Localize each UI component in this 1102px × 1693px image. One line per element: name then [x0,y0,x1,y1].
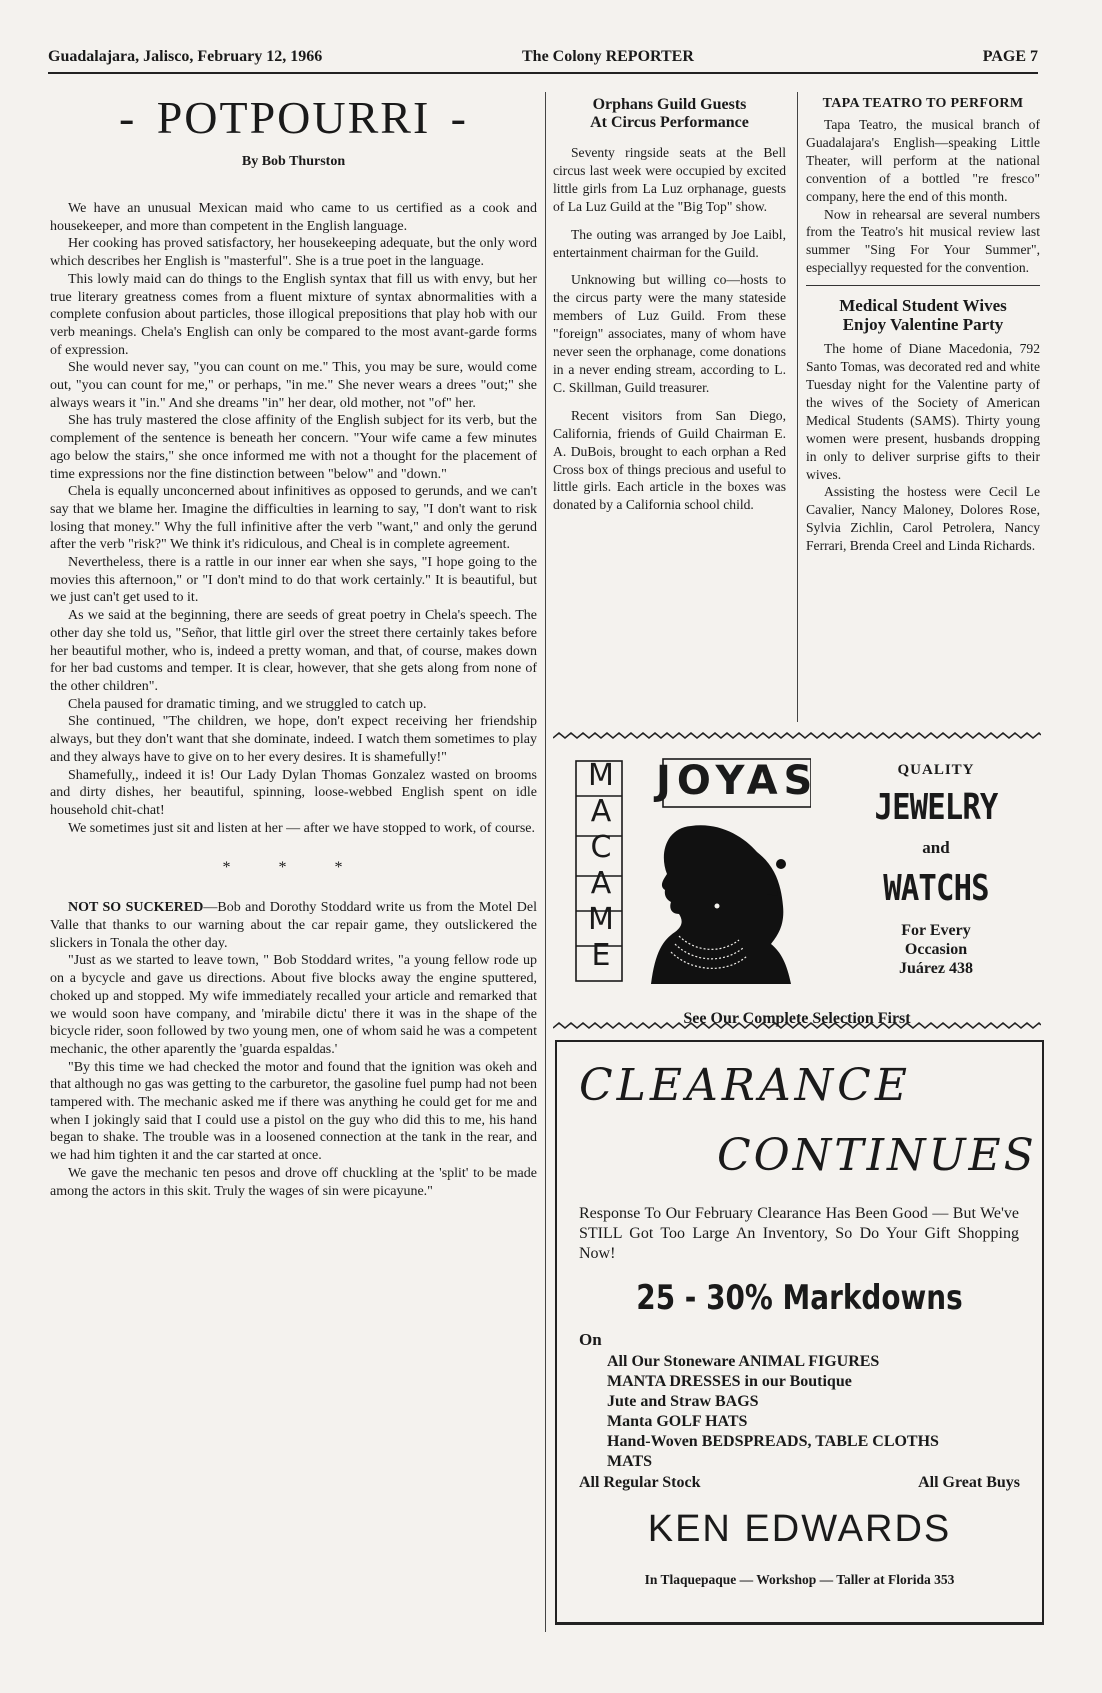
column-rule [797,92,798,722]
article-paragraph: The home of Diane Macedonia, 792 Santo Tomas, was decorated red and white Tuesday night for the Valentine party of the wives of the Society of American Medical Students (SAMS). Thirty young women were present, husbands dropping in only to deliver surprise gifts to their wives. [806,341,1040,482]
response-text: Response To Our February Clearance Has Been Good — But We've STILL Got Too Large An Inventory, So Do Your Gift Shopping Now! [579,1205,1019,1262]
regular-stock-label: All Regular Stock [579,1474,701,1491]
potpourri-column [50,90,537,1680]
potpourri-byline: By Bob Thurston [241,154,346,169]
jewelry-label: JEWELRY [874,787,998,828]
quality-label: QUALITY [897,762,975,778]
list-item: Hand-Woven BEDSPREADS, TABLE CLOTHS [607,1433,939,1450]
article-paragraph: Nevertheless, there is a rattle in our inner ear when she says, "I hope going to the movies this afternoon," or "I don't mind to do that work certainly." It is beautiful, but we just can't get used to it. [50,555,537,606]
masthead-paper-name: The Colony REPORTER [522,48,694,65]
divider [806,285,1040,286]
joyas-brand: JOYAS [656,758,819,804]
potpourri-title: - POTPOURRI - [119,92,468,143]
masthead [48,46,1038,74]
suckered-lead: NOT SO SUCKERED [68,900,204,916]
article-paragraph: The outing was arranged by Joe Laibl, entertainment chairman for the Guild. [553,226,786,260]
joyas-ad-text [861,762,1011,978]
article-paragraph: She continued, "The children, we hope, don't expect receiving her friendship always, but they don't want that she dominate, indeed. I watch them sometimes to play and they always have to give on to her every desires. It is shamefully!" [50,714,537,765]
ken-edwards-brand: KEN EDWARDS [647,1508,952,1550]
clearance-headline: CLEARANCE [579,1060,911,1111]
zigzag-border [553,732,1041,740]
article-paragraph: Chela is equally unconcerned about infinitives as opposed to gerunds, and we can't say that we blame her. Imagine the difficulties in learning to say, "I don't want to risk losing that money." Why the full infinitive after the verb "want," and only the gerund after the verb "risk?" We think it's ridiculous, and Cheal is in complete agreement. [50,484,537,553]
article-paragraph: Shamefully,, indeed it is! Our Lady Dylan Thomas Gonzalez wasted on brooms and dirty dishes, her beautiful, spinning, loose-webbed English spent on idle household chit-chat! [50,767,537,818]
continues-headline: CONTINUES [717,1130,1037,1181]
joyas-advertisement [553,732,1041,1030]
markdowns-banner: 25 - 30% Markdowns [636,1278,963,1318]
article-paragraph: This lowly maid can do things to the English syntax that fill us with envy, but her true literary greatness comes from a fluent mixture of syntax abnormalities with a complete confusion about particles, those illogical prepositions that play hob with our verb meanings. Chela's English can only be compared to the most avant-garde forms of expression. [50,271,537,358]
list-item: MANTA DRESSES in our Boutique [607,1373,852,1390]
on-label: On [579,1330,602,1349]
tapa-headline: TAPA TEATRO TO PERFORM [822,96,1024,111]
section-break-stars: * * * [222,859,365,877]
article-paragraph: Now in rehearsal are several numbers from the Teatro's hit musical review last summer "Sing For Your Summer", especiallyy requested for the convention. [806,206,1040,276]
article-paragraph: She would never say, "you can count on me." This, you may be sure, would come out, "you can count for me," or perhaps, "in me." She never wears a drees "out;" she always wears it "in." And she dreams "in" her dear, old mother, not "of" her. [50,360,537,411]
sale-items-list [607,1352,1027,1472]
article-paragraph: She has truly mastered the close affinity of the English subject for its verb, but the complement of the sentence is beneath her concern. "Your wife came a few minutes ago below the stairs," she once informed me with not a thought for the placement of time expressions nor the fine distinction between "below" and "down." [50,413,537,482]
medical-headline: Medical Student Wives Enjoy Valentine Party [839,296,1007,335]
suckered-text: —Bob and Dorothy Stoddard write us from the Motel Del Valle that thanks to our warning about the car repair game, they outslickered the slickers in Tonala the other day. [50,900,537,951]
macame-letters: M A C A M E [588,758,614,973]
masthead-date: Guadalajara, Jalisco, February 12, 1966 [48,48,323,65]
article-paragraph: As we said at the beginning, there are seeds of great poetry in Chela's speech. The other day she told us, "Señor, that little girl over the street there certainly takes before her beautiful mother, who is, indeed a pretty woman, and that, of course, makes down for her bad customs and temper. It is clear, however, that she gets along from none of the other children". [50,608,537,694]
great-buys-label: All Great Buys [918,1474,1020,1491]
store-location: In Tlaquepaque — Workshop — Taller at Florida 353 [644,1572,955,1587]
column-rule [545,92,546,1632]
orphans-headline: Orphans Guild Guests At Circus Performance [590,96,749,131]
article-paragraph: Assisting the hostess were Cecil Le Cavalier, Nancy Maloney, Dolores Rose, Sylvia Zichlin, Carol Petrolera, Nancy Ferrari, Brenda Creel and Linda Richards. [806,484,1040,554]
masthead-page-number: PAGE 7 [982,48,1038,65]
article-paragraph: Unknowing but willing co—hosts to the circus party were the many stateside members of Luz Guild. From these "foreign" associates, many of whom have never seen the orphanage, come donations in a never ending stream, according to L. C. Skillman, Guild treasurer. [553,272,786,395]
right-column [806,96,1040,721]
article-paragraph: We have an unusual Mexican maid who came to us certified as a cook and housekeeper, and more than competent in the English language. [50,201,537,234]
article-paragraph: Her cooking has proved satisfactory, her housekeeping adequate, but the only word which describes her English is "masterful". She is a true poet in the language. [50,236,537,270]
and-label: and [922,838,950,857]
list-item: All Our Stoneware ANIMAL FIGURES [607,1353,880,1370]
list-item: MATS [607,1453,653,1470]
occasion-text: For Every Occasion Juárez 438 [899,922,973,977]
article-paragraph: Seventy ringside seats at the Bell circus last week were occupied by excited little girls from La Luz orphanage, guests of La Luz Guild at the "Big Top" show. [553,145,786,214]
list-item: Manta GOLF HATS [607,1413,748,1430]
orphans-article [553,96,786,721]
joyas-ad-body [561,744,1033,1027]
article-paragraph: Recent visitors from San Diego, California, friends of Guild Chairman E. A. DuBois, brought to each orphan a Red Cross box of things precious and useful to little girls. Each article in the boxes was donated by a California school child. [553,407,786,513]
watchs-label: WATCHS [883,868,989,909]
article-paragraph: Chela paused for dramatic timing, and we struggled to catch up. [68,696,427,712]
list-item: Jute and Straw BAGS [607,1393,759,1410]
article-paragraph: "Just as we started to leave town, " Bob Stoddard writes, "a young fellow rode up on a bycycle and gave us directions. About five blocks away the engine sputtered, choked up and stopped. My wife immediately recalled your article and remarked that we would soon have company, and 'mirabile dictu' there it was in the shape of the bicycle rider, soon followed by two young men, one of whom said he was a competent mechanic, the other aparently the 'guarda espaldas.' [50,953,537,1057]
joyas-footer: See Our Complete Selection First [683,1010,911,1027]
article-paragraph: We gave the mechanic ten pesos and drove off chuckling at the 'split' to be made among the actors in this skit. Truly the wages of sin were picayune." [50,1165,537,1199]
article-paragraph: Tapa Teatro, the musical branch of Guadalajara's English—speaking Little Theater, will perform at the national convention of a bottled "re fresco" company, here the end of this month. [806,117,1040,204]
article-paragraph: We sometimes just sit and listen at her — after we have stopped to work, of course. [68,820,535,836]
article-paragraph: "By this time we had checked the motor and found that the ignition was okeh and that although no gas was getting to the carburetor, the gasoline fuel pump had not been tampered with. The mechanic asked me if there was anything he could get for me and when I jokingly said that I could use a pistol on the guy who did this to me, his hand began to shake. The trouble was in a loosened connection at the tank in the rear, and we had him tighten it and the car started at once. [50,1059,537,1164]
ken-edwards-advertisement [555,1040,1044,1625]
article-paragraph [50,899,537,952]
